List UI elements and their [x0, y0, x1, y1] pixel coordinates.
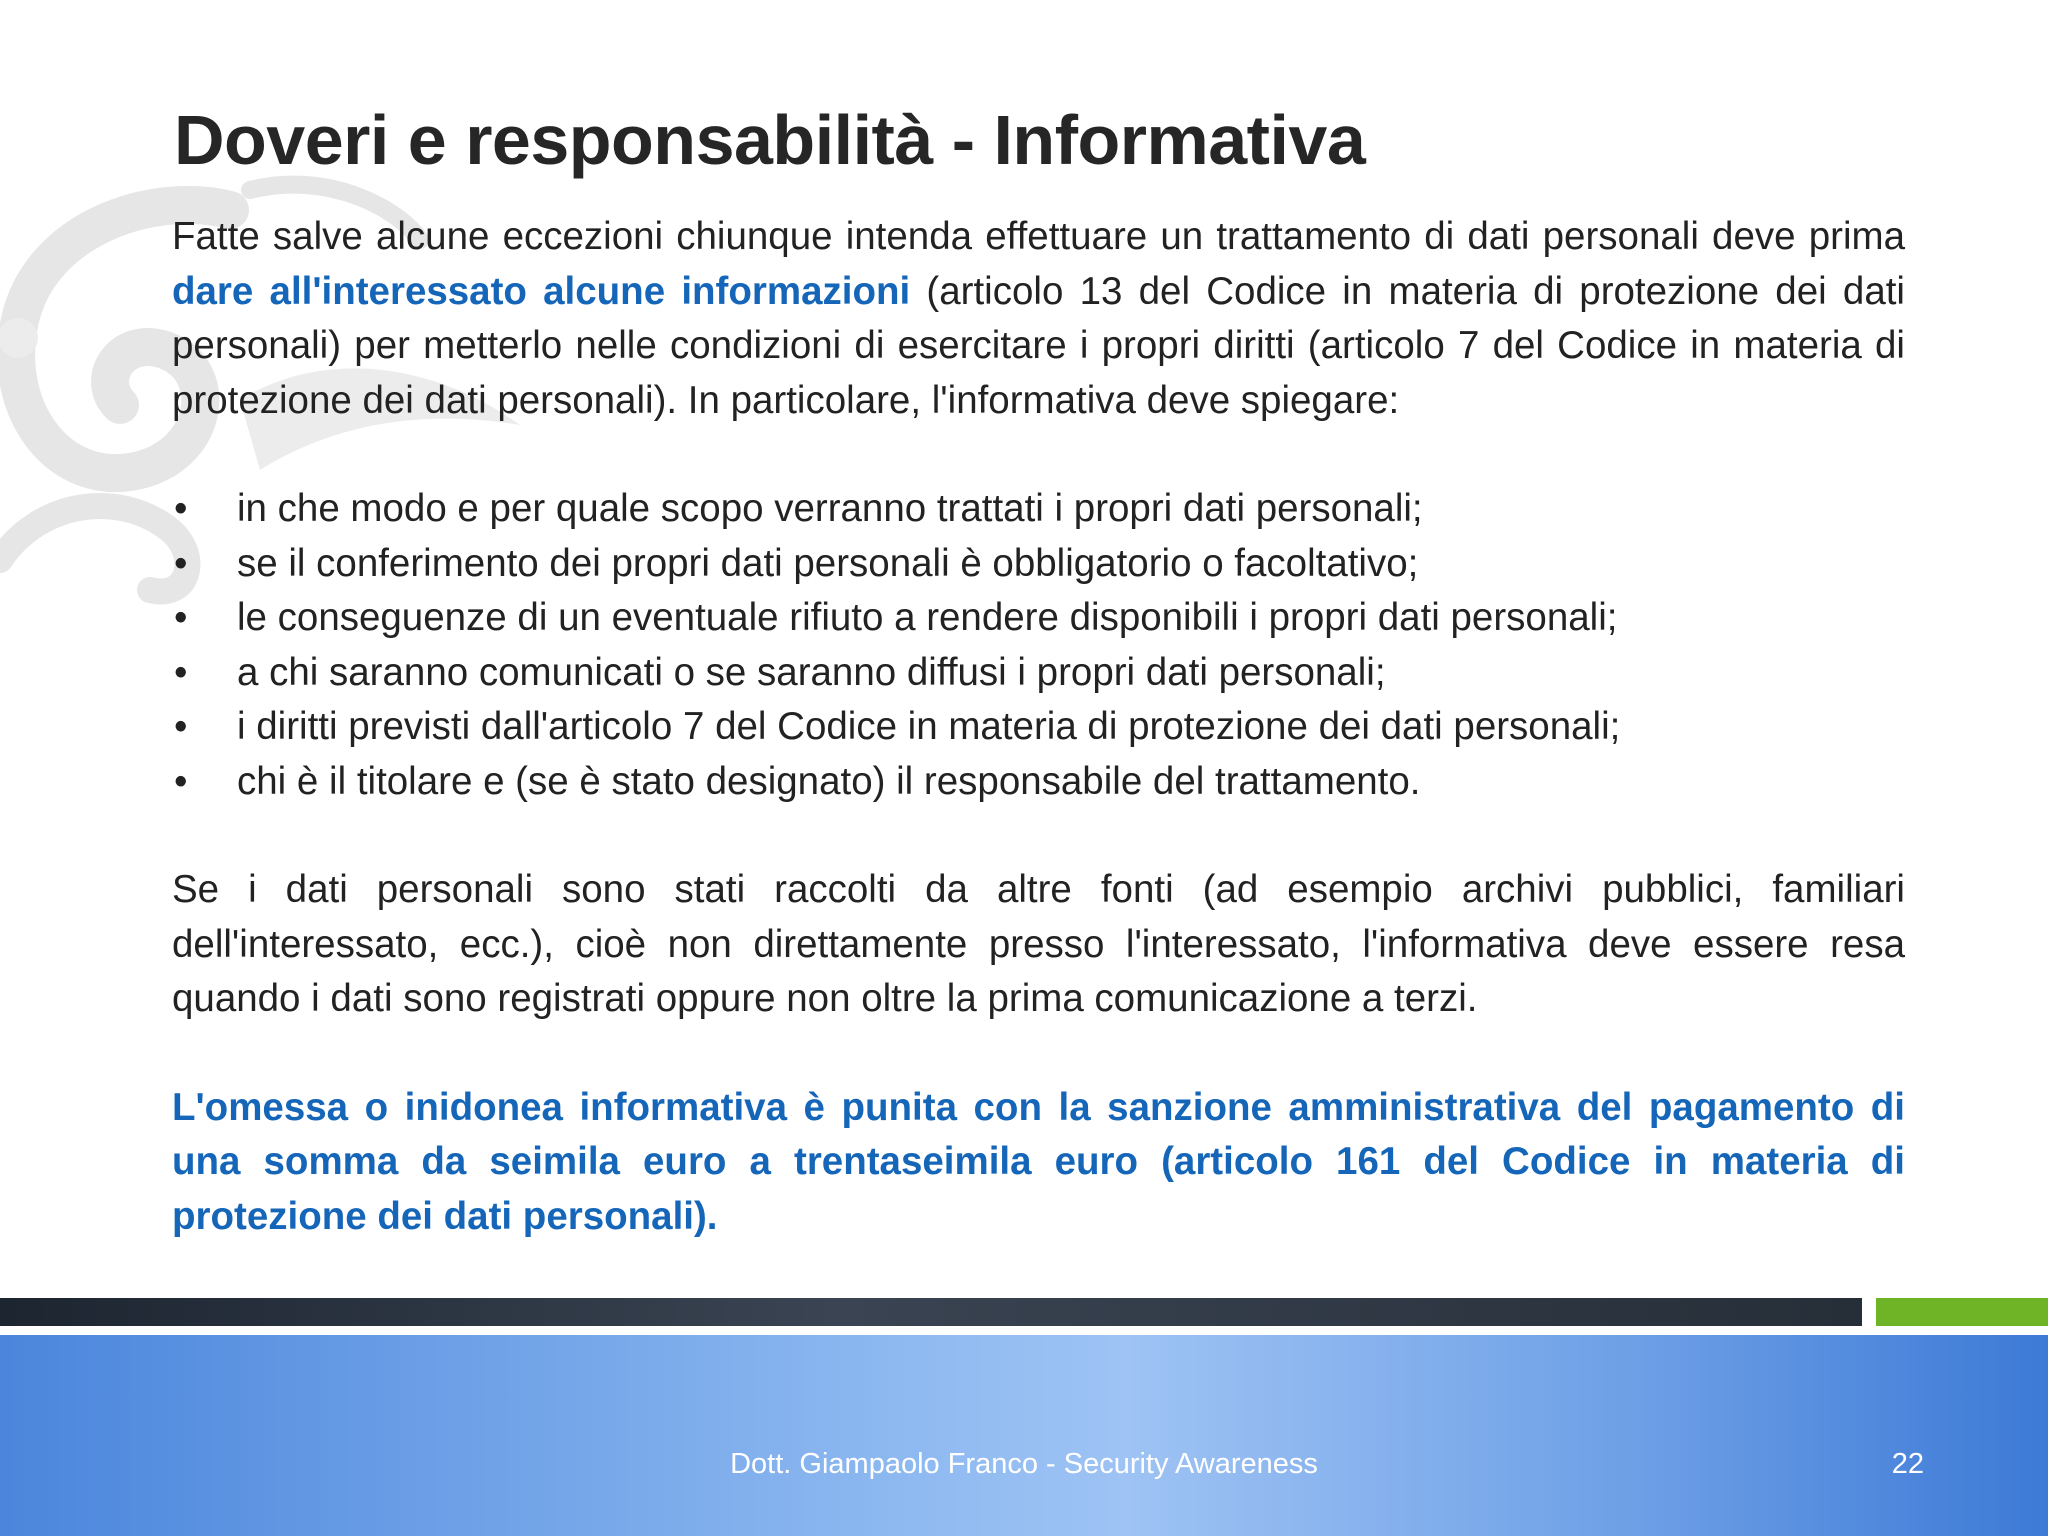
bullet-item [172, 591, 1905, 646]
sanction-paragraph: L'omessa o inidonea informativa è punita con la sanzione amministrativa del pagamento di una somma da seimila euro a trentaseimila euro (articolo 161 del Codice in materia di protezione dei dati personali). [172, 1085, 1905, 1238]
intro-text-before: Fatte salve alcune eccezioni chiunque intenda effettuare un trattamento di dati personali deve prima [172, 215, 1905, 258]
bullet-item [172, 700, 1905, 755]
bullet-text: a chi saranno comunicati o se saranno diffusi i propri dati personali; [237, 650, 1386, 694]
bullet-symbol: • [174, 487, 188, 530]
bullet-text: se il conferimento dei propri dati personali è obbligatorio o facoltativo; [237, 541, 1419, 585]
bullet-text: in che modo e per quale scopo verranno trattati i propri dati personali; [237, 487, 1423, 530]
sources-paragraph: Se i dati personali sono stati raccolti da altre fonti (ad esempio archivi pubblici, familiari dell'interessato, ecc.), cioè non direttamente presso l'interessato, l'informativa deve essere resa quando i dati sono registrati oppure non oltre la prima comunicazione a terzi. [172, 868, 1905, 1020]
bullet-symbol: • [174, 650, 188, 694]
footer-text: Dott. Giampaolo Franco - Security Awareness [730, 1448, 1318, 1480]
bullet-item [172, 646, 1905, 701]
bullet-list [172, 482, 1905, 809]
bullet-symbol: • [174, 705, 188, 748]
bullet-text: chi è il titolare e (se è stato designato) il responsabile del trattamento. [237, 759, 1421, 803]
bullet-item [172, 537, 1905, 592]
bullet-item [172, 482, 1905, 537]
intro-paragraph [172, 210, 1905, 428]
footer-divider-green [1876, 1298, 2048, 1326]
bullet-symbol: • [174, 541, 188, 585]
slide-body [172, 210, 1905, 1244]
bullet-symbol: • [174, 596, 188, 639]
bullet-text: i diritti previsti dall'articolo 7 del Codice in materia di protezione dei dati personali; [237, 705, 1621, 748]
bullet-text: le conseguenze di un eventuale rifiuto a rendere disponibili i propri dati personali; [237, 596, 1618, 639]
bullet-symbol: • [174, 759, 188, 803]
bullet-item [172, 755, 1905, 810]
slide-title: Doveri e responsabilità - Informativa [174, 101, 1366, 179]
intro-text-after: (articolo 13 del Codice in materia di protezione dei dati personali) per metterlo nelle condizioni di esercitare i propri diritti (articolo 7 del Codice in materia di protezione dei dati personali). In particolare, l'informativa deve spiegare: [172, 269, 1905, 422]
footer-divider-dark [0, 1298, 1862, 1326]
footer-band [0, 1335, 2048, 1536]
page-number: 22 [1891, 1448, 1924, 1480]
intro-highlight: dare all'interessato alcune informazioni [172, 269, 911, 313]
